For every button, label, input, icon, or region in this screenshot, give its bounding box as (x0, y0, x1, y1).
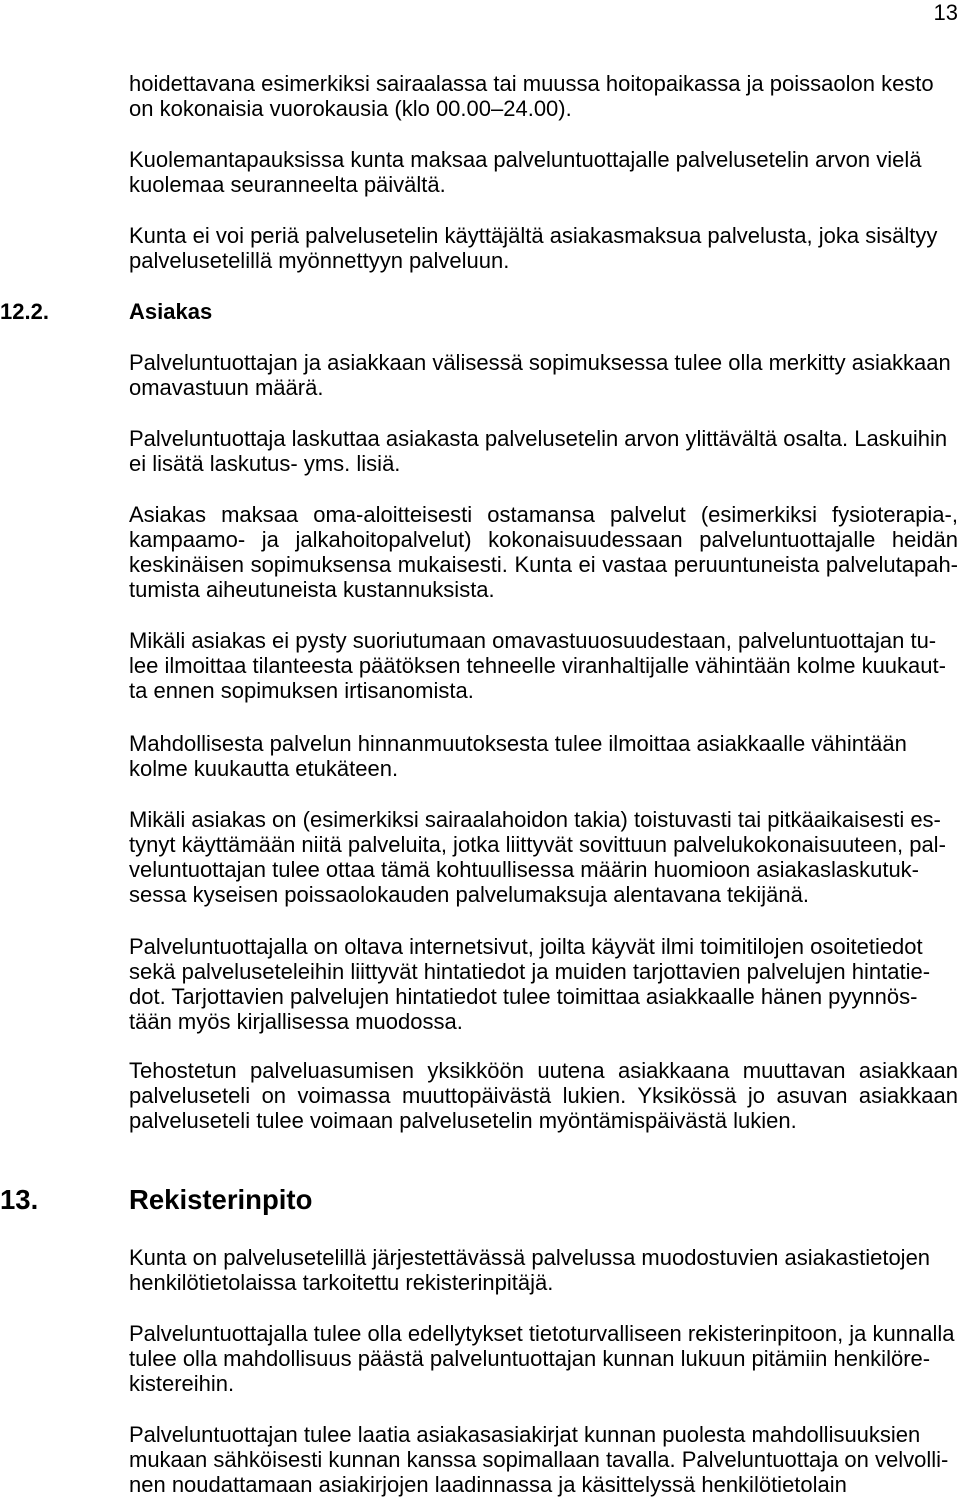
paragraph-line: ta ennen sopimuksen irtisanomista. (129, 678, 474, 704)
paragraph (129, 1058, 958, 1134)
paragraph-line: kuolemaa seuranneelta päivältä. (129, 171, 446, 197)
paragraph (129, 147, 958, 198)
paragraph (129, 223, 958, 274)
paragraph-line: kolme kuukautta etukäteen. (129, 755, 399, 781)
paragraph-line: veluntuottajan tulee ottaa tämä kohtuullisessa määrin huomioon asiakaslaskutuk- (129, 857, 920, 883)
paragraph-line: palveluseteli tulee voimaan palvelusetelin myöntämispäivästä lukien. (129, 1108, 797, 1134)
paragraph-line: Kunta on palvelusetelillä järjestettävässä palvelussa muodostuvien asiakastietojen (129, 1244, 931, 1270)
section-title: Asiakas (129, 298, 213, 324)
paragraph-line: Mikäli asiakas ei pysty suoriutumaan omavastuuosuudestaan, palveluntuottajan tu- (129, 627, 937, 653)
paragraph-line: Asiakas maksaa oma-aloitteisesti ostamansa palvelut (esimerkiksi fysioterapia-, (129, 501, 958, 527)
section-number: 12.2. (0, 298, 49, 324)
paragraph-line: Palveluntuottaja laskuttaa asiakasta palvelusetelin arvon ylittävältä osalta. Laskuihin (129, 425, 948, 451)
section-title: Rekisterinpito (129, 1184, 313, 1215)
paragraph-line: ei lisätä laskutus- yms. lisiä. (129, 450, 401, 476)
section-number: 13. (0, 1184, 39, 1215)
page-number: 13 (933, 0, 958, 25)
paragraph (129, 1245, 958, 1296)
paragraph-line: Palveluntuottajalla tulee olla edellytykset tietoturvalliseen rekisterinpitoon, ja kunnalla (129, 1320, 955, 1346)
paragraph-line: nen noudattamaan asiakirjojen laadinnassa ja käsittelyssä henkilötietolain (129, 1472, 847, 1498)
section-heading-13 (0, 1184, 958, 1216)
paragraph (129, 628, 958, 704)
paragraph-line: dot. Tarjottavien palvelujen hintatiedot tulee toimittaa asiakkaalle hänen pyynnös- (129, 984, 918, 1010)
paragraph (129, 502, 958, 603)
paragraph-line: omavastuun määrä. (129, 374, 324, 400)
paragraph-line: tynyt käyttämään niitä palveluita, jotka liittyvät sovittuun palvelukokonaisuuteen, pal- (129, 831, 946, 857)
paragraph-line: Palveluntuottajalla on oltava internetsivut, joilta käyvät ilmi toimitilojen osoitetiedot (129, 933, 923, 959)
paragraph (129, 1321, 958, 1397)
paragraph-line: Mikäli asiakas on (esimerkiksi sairaalahoidon takia) toistuvasti tai pitkäaikaisesti es- (129, 806, 941, 832)
paragraph-line: tulee olla mahdollisuus päästä palveluntuottajan kunnan lukuun pitämiin henkilöre- (129, 1345, 931, 1371)
paragraph (129, 71, 958, 122)
paragraph-line: Kunta ei voi periä palvelusetelin käyttäjältä asiakasmaksua palvelusta, joka sisältyy (129, 222, 938, 248)
paragraph (129, 1422, 958, 1498)
paragraph (129, 807, 958, 908)
paragraph-line: mukaan sähköisesti kunnan kanssa sopimallaan tavalla. Palveluntuottaja on velvolli- (129, 1446, 949, 1472)
paragraph-line: tumista aiheutuneista kustannuksista. (129, 577, 495, 603)
paragraph-line: kampaamo- ja jalkahoitopalvelut) kokonaisuudessaan palveluntuottajalle heidän (129, 526, 958, 552)
paragraph-line: on kokonaisia vuorokausia (klo 00.00–24.00). (129, 95, 572, 121)
paragraph-line: kistereihin. (129, 1371, 235, 1397)
paragraph-line: Kuolemantapauksissa kunta maksaa palveluntuottajalle palvelusetelin arvon vielä (129, 146, 922, 172)
paragraph (129, 731, 958, 782)
paragraph (129, 934, 958, 1035)
paragraph-line: henkilötietolaissa tarkoitettu rekisterinpitäjä. (129, 1269, 554, 1295)
paragraph (129, 426, 958, 477)
paragraph-line: palveluseteli on voimassa muuttopäivästä lukien. Yksikössä jo asuvan asiakkaan (129, 1082, 958, 1108)
paragraph-line: tään myös kirjallisessa muodossa. (129, 1009, 463, 1035)
paragraph-line: keskinäisen sopimuksensa mukaisesti. Kunta ei vastaa peruuntuneista palvelutapah- (129, 552, 958, 578)
paragraph-line: palvelusetelillä myönnettyyn palveluun. (129, 247, 510, 273)
paragraph-line: sessa kyseisen poissaolokauden palvelumaksuja alentavana tekijänä. (129, 882, 809, 908)
paragraph-line: hoidettavana esimerkiksi sairaalassa tai muussa hoitopaikassa ja poissaolon kesto (129, 70, 934, 96)
paragraph-line: Palveluntuottajan tulee laatia asiakasasiakirjat kunnan puolesta mahdollisuuksien (129, 1421, 921, 1447)
paragraph (129, 350, 958, 401)
paragraph-line: sekä palveluseteleihin liittyvät hintatiedot ja muiden tarjottavien palvelujen hintatie- (129, 958, 931, 984)
section-heading-12-2 (0, 299, 958, 325)
paragraph-line: Mahdollisesta palvelun hinnanmuutoksesta tulee ilmoittaa asiakkaalle vähintään (129, 730, 907, 756)
paragraph-line: Tehostetun palveluasumisen yksikköön uutena asiakkaana muuttavan asiakkaan (129, 1057, 958, 1083)
paragraph-line: Palveluntuottajan ja asiakkaan välisessä sopimuksessa tulee olla merkitty asiakkaan (129, 349, 951, 375)
paragraph-line: lee ilmoittaa tilanteesta päätöksen tehneelle viranhaltijalle vähintään kolme kuukaut- (129, 652, 946, 678)
